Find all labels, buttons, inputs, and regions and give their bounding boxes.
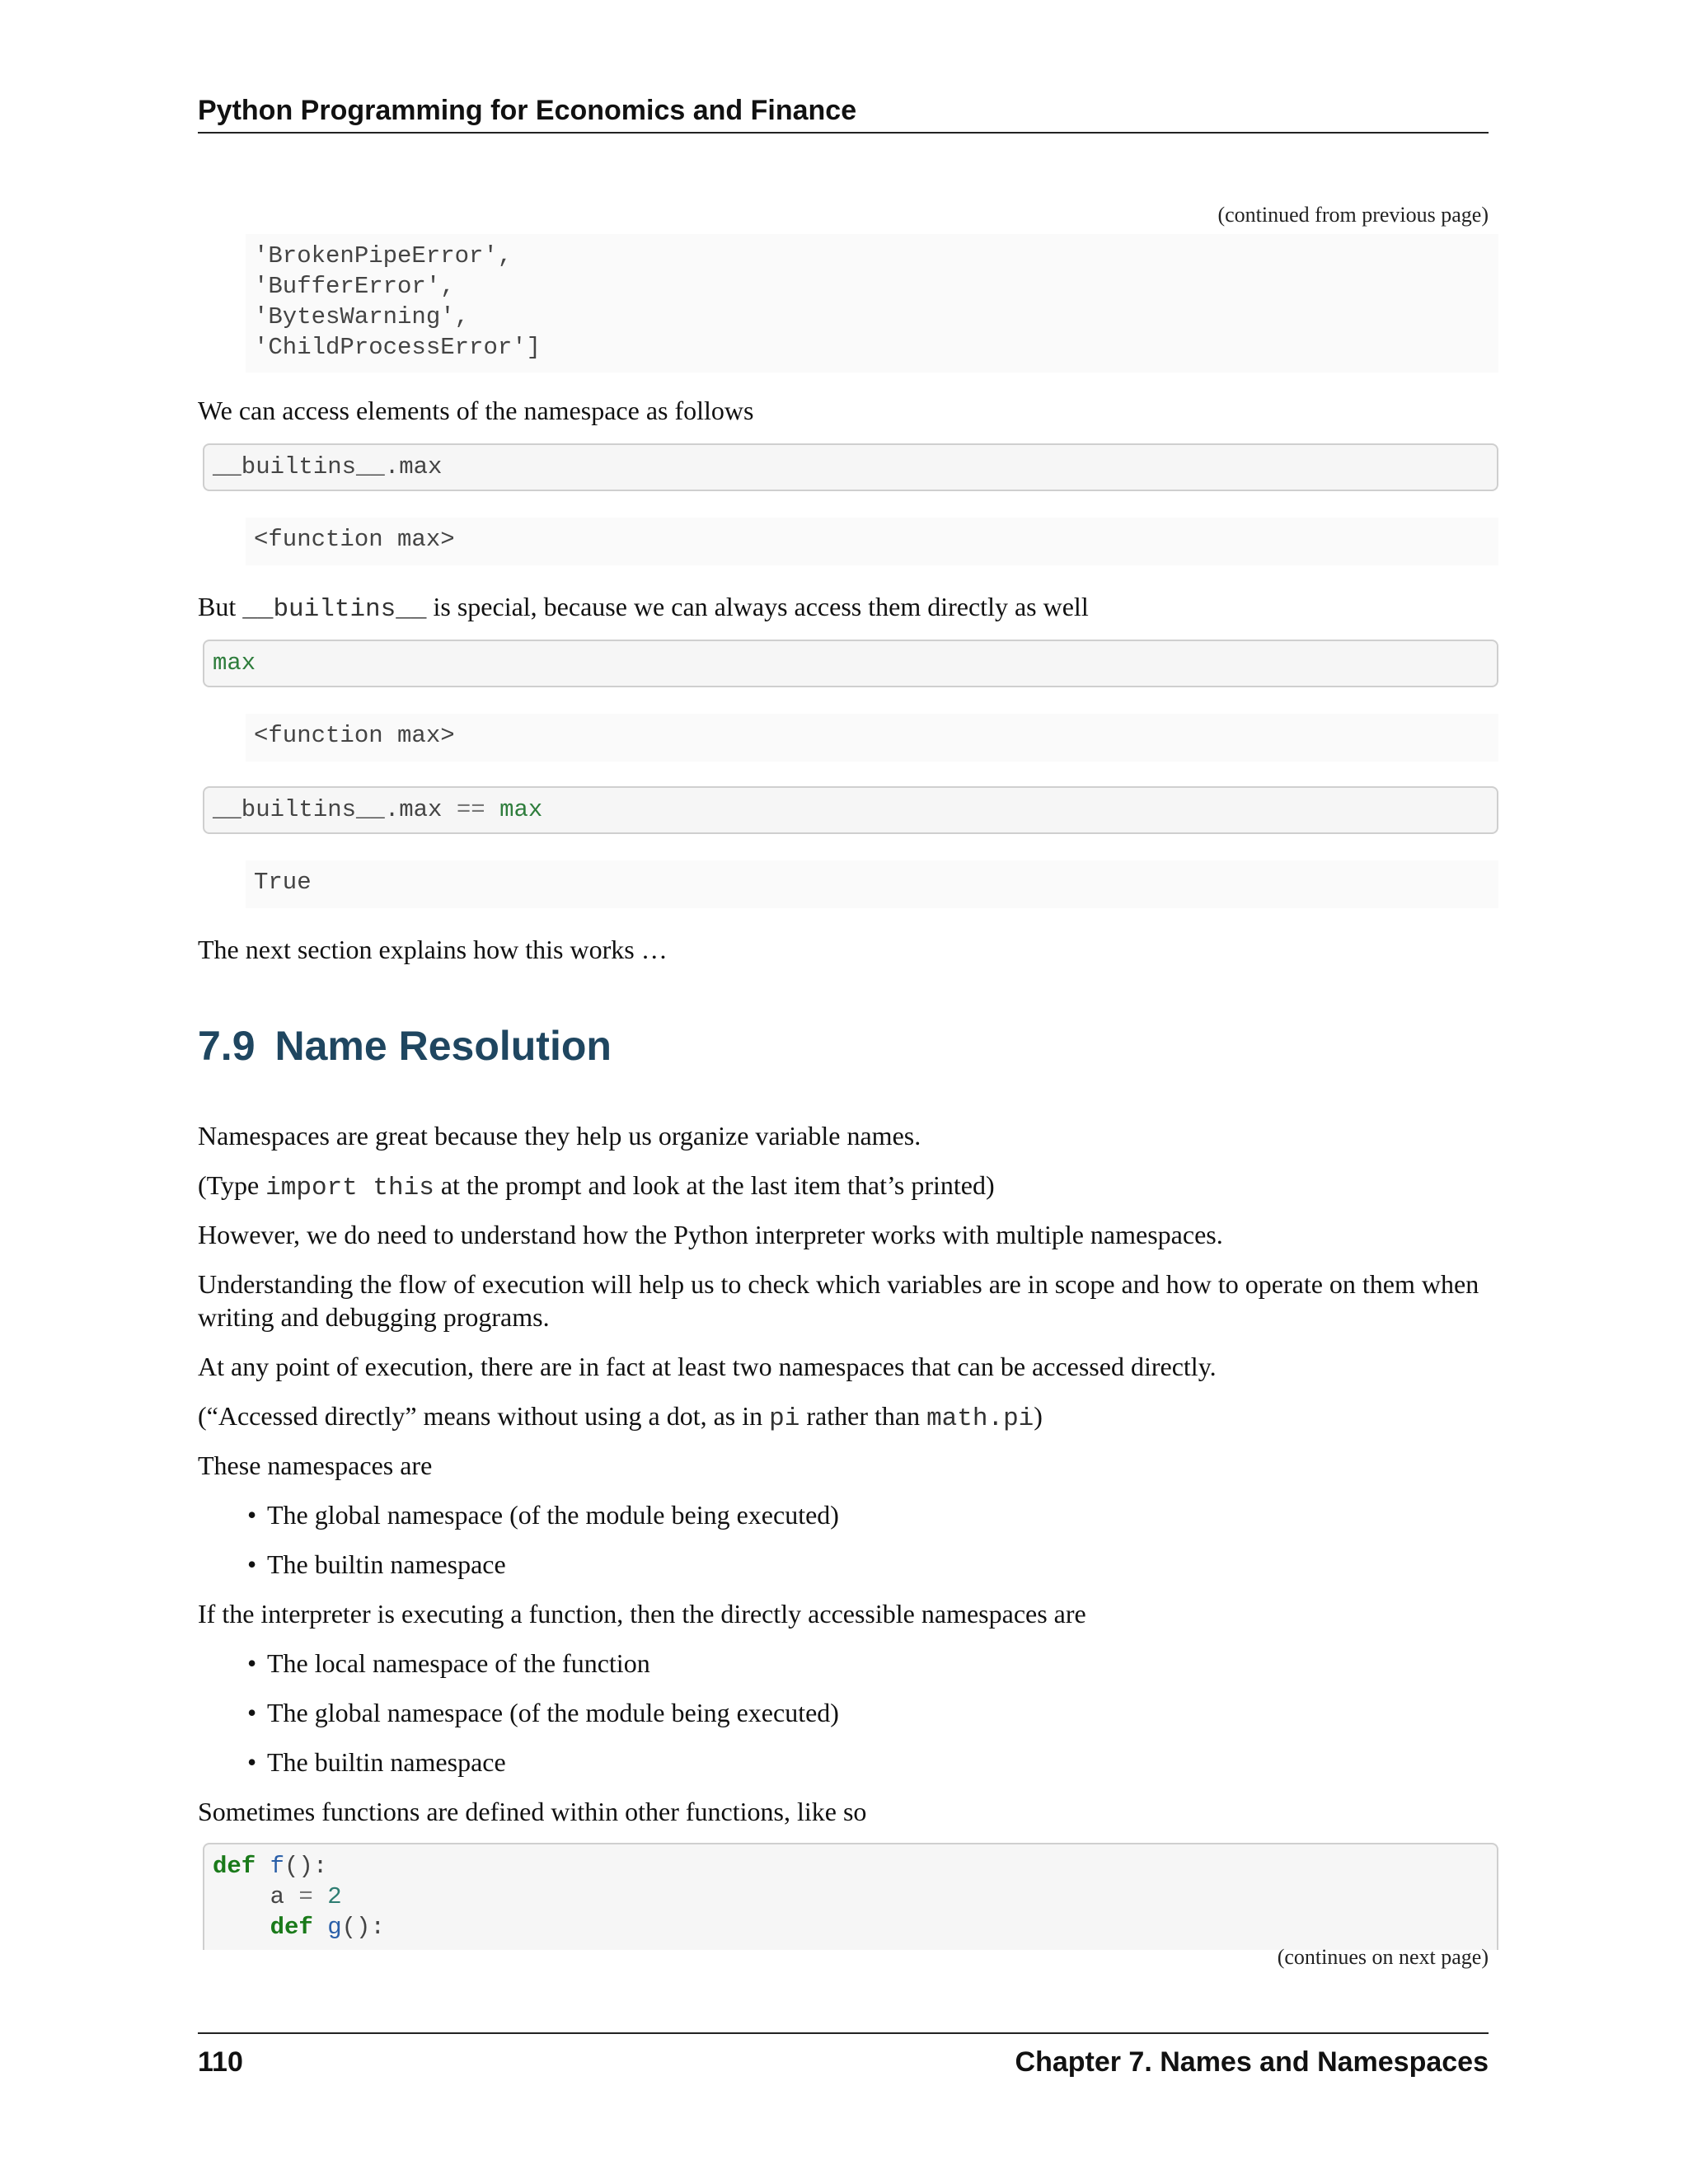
text-span: ) [1034, 1401, 1043, 1431]
code-token: (): [341, 1914, 385, 1941]
list-item [247, 1696, 839, 1729]
text-span: is special, because we can always access them directly as well [426, 592, 1089, 621]
chapter-title: Chapter 7. Names and Namespaces [1015, 2046, 1489, 2078]
code-cell-max[interactable] [203, 640, 1498, 687]
code-token: __builtins__ [213, 453, 385, 480]
text-span: at the prompt and look at the last item that’s printed) [434, 1170, 995, 1200]
bullet-icon: • [247, 1747, 257, 1777]
text-span: But [198, 592, 243, 621]
code-token: .max [384, 796, 457, 823]
paragraph-next: The next section explains how this works … [198, 935, 668, 964]
code-token: __builtins__ [213, 796, 385, 823]
bullet-icon: • [247, 1698, 257, 1727]
code-token: a [213, 1883, 299, 1910]
code-line: 'BrokenPipeError', [254, 242, 513, 269]
list-item-text: The global namespace (of the module being executed) [267, 1698, 839, 1727]
running-header: Python Programming for Economics and Finance [198, 92, 1489, 134]
code-output-true: True [246, 860, 1498, 908]
continued-from-note: (continued from previous page) [1217, 203, 1489, 227]
page-footer [198, 2032, 1489, 2080]
text-span: (“Accessed directly” means without using a dot, as in [198, 1401, 770, 1431]
text-span: (Type [198, 1170, 266, 1200]
section-title: Name Resolution [274, 1023, 612, 1069]
list-item [247, 1647, 650, 1680]
code-cell-nested-def[interactable] [203, 1843, 1498, 1950]
paragraph [198, 1169, 1492, 1205]
code-line: 'ChildProcessError'] [254, 334, 542, 361]
paragraph [198, 1399, 1492, 1436]
inline-code: __builtins__ [242, 595, 427, 624]
paragraph: If the interpreter is executing a function, then the directly accessible namespaces are [198, 1599, 1086, 1629]
list-item-text: The global namespace (of the module being executed) [267, 1500, 839, 1530]
list-item-text: The local namespace of the function [267, 1648, 650, 1678]
bullet-icon: • [247, 1648, 257, 1678]
code-token: = [298, 1883, 313, 1910]
paragraph: Sometimes functions are defined within other functions, like so [198, 1797, 867, 1826]
code-line [213, 1851, 1489, 1882]
code-token: == [456, 796, 485, 823]
paragraph: Namespaces are great because they help us organize variable names. [198, 1121, 921, 1151]
page-number: 110 [198, 2046, 243, 2078]
code-token: def [213, 1914, 313, 1941]
list-item-text: The builtin namespace [267, 1747, 506, 1777]
code-cell-compare[interactable] [203, 786, 1498, 834]
code-token: max [213, 649, 256, 677]
paragraph: However, we do need to understand how the Python interpreter works with multiple namespaces. [198, 1220, 1223, 1249]
list-item [247, 1746, 506, 1779]
code-line: 'BufferError', [254, 273, 455, 300]
code-cell-builtins-max[interactable] [203, 443, 1498, 491]
paragraph: These namespaces are [198, 1451, 433, 1480]
paragraph-special [198, 590, 1492, 626]
bullet-icon: • [247, 1549, 257, 1579]
code-output-function-max: <function max> [246, 518, 1498, 565]
code-token: 2 [312, 1883, 342, 1910]
bullet-icon: • [247, 1500, 257, 1530]
list-item-text: The builtin namespace [267, 1549, 506, 1579]
inline-code: import this [265, 1174, 434, 1202]
code-token: (): [284, 1853, 328, 1880]
section-heading [198, 1022, 612, 1070]
paragraph: At any point of execution, there are in fact at least two namespaces that can be accessed directly. [198, 1352, 1217, 1381]
inline-code: pi [769, 1404, 800, 1433]
code-token: f [256, 1853, 285, 1880]
list-item [247, 1548, 506, 1581]
continues-on-note: (continues on next page) [1277, 1945, 1489, 1969]
section-number: 7.9 [198, 1023, 256, 1069]
code-token: def [213, 1853, 256, 1880]
code-output-continued [246, 234, 1498, 373]
paragraph-access: We can access elements of the namespace as follows [198, 396, 754, 425]
code-output-function-max-2: <function max> [246, 714, 1498, 762]
code-line [213, 1912, 1489, 1943]
code-token: g [312, 1914, 342, 1941]
paragraph: Understanding the flow of execution will help us to check which variables are in scope and how to operate on them when writing and debugging programs. [198, 1269, 1479, 1332]
text-span: rather than [799, 1401, 927, 1431]
code-line [213, 1882, 1489, 1912]
code-token: .max [384, 453, 443, 480]
inline-code: math.pi [926, 1404, 1034, 1433]
list-item [247, 1498, 839, 1531]
code-token: max [485, 796, 543, 823]
code-line: 'BytesWarning', [254, 303, 470, 330]
